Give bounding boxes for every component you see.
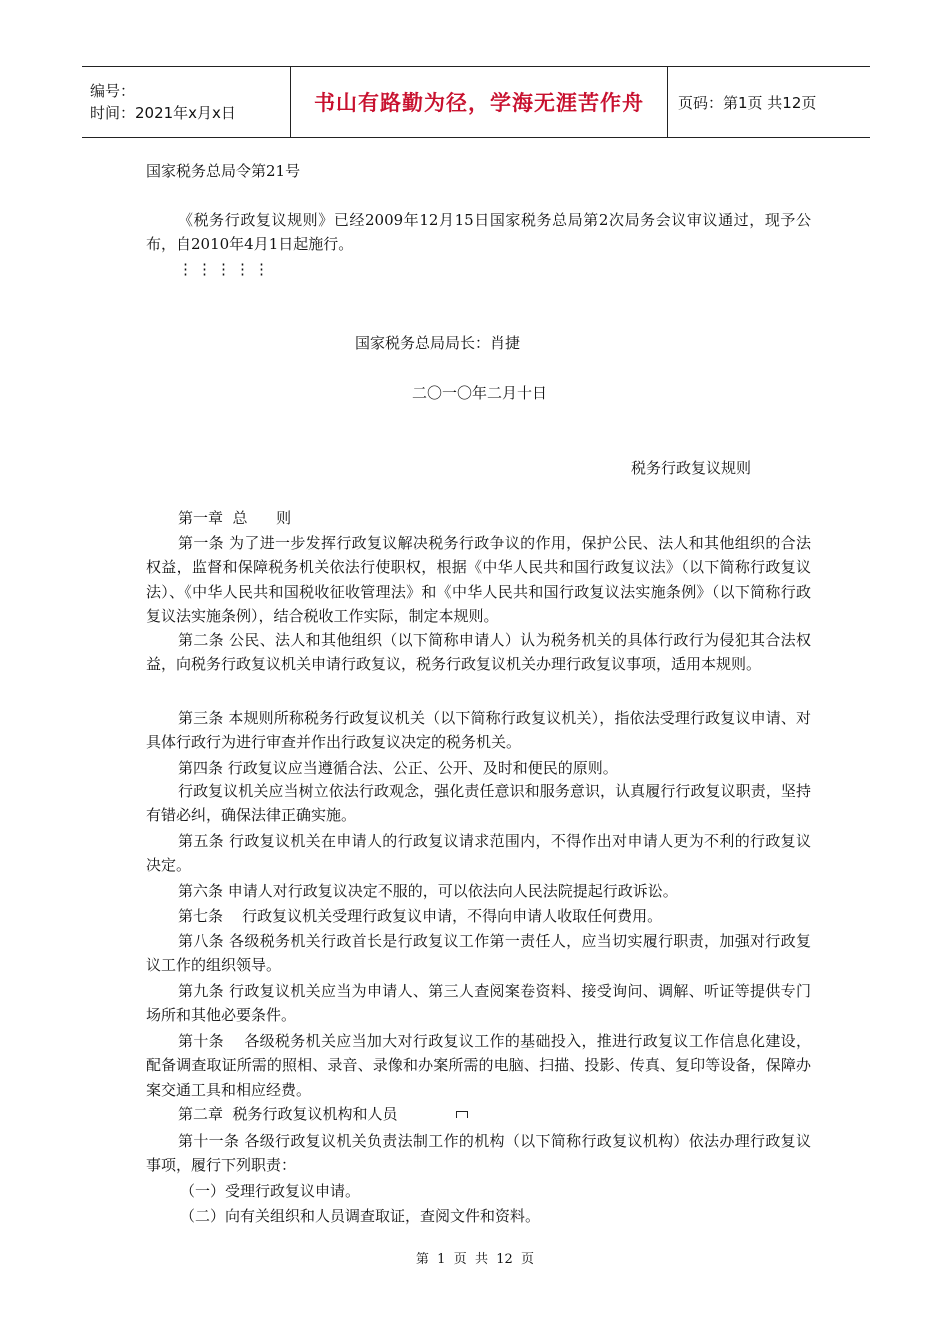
header-info: [82, 67, 290, 137]
chapter-2-heading: 第二章 税务行政复议机构和人员: [178, 1105, 398, 1123]
page-label: 页码：第1页 共12页: [678, 93, 817, 112]
article-3: 第三条 本规则所称税务行政复议机关（以下简称行政复议机关），指依法受理行政复议申请、对具体行政行为进行审查并作出行政复议决定的税务机关。: [146, 709, 811, 752]
chapter-1-heading: 第一章 总 则: [178, 509, 292, 527]
signatory: 国家税务总局局长：肖捷: [355, 334, 521, 352]
article-7: 第七条 行政复议机关受理行政复议申请，不得向申请人收取任何费用。: [178, 907, 663, 925]
motto: 书山有路勤为径，学海无涯苦作舟: [314, 91, 644, 115]
article-4-para-2: 行政复议机关应当树立依法行政观念，强化责任意识和服务意识，认真履行行政复议职责，坚持有错必纠，确保法律正确实施。: [146, 782, 811, 825]
duty-item-2: （二）向有关组织和人员调查取证，查阅文件和资料。: [180, 1207, 541, 1225]
rules-title: 税务行政复议规则: [631, 459, 752, 477]
page-footer: 第 1 页 共 12 页: [415, 1252, 535, 1267]
intro-paragraph: 《税务行政复议规则》已经2009年12月15日国家税务总局第2次局务会议审议通过，现予公布，自2010年4月1日起施行。: [146, 211, 811, 254]
decree-number: 国家税务总局令第21号: [146, 162, 301, 180]
bracket-mark: [456, 1111, 468, 1118]
header-motto-cell: [290, 67, 668, 137]
ellipsis-dots: ⋮⋮⋮⋮⋮: [178, 260, 273, 278]
article-8: 第八条 各级税务机关行政首长是行政复议工作第一责任人，应当切实履行职责，加强对行政复议工作的组织领导。: [146, 932, 811, 975]
header-page-cell: [668, 67, 816, 137]
article-4: 第四条 行政复议应当遵循合法、公正、公开、及时和便民的原则。: [178, 759, 618, 777]
article-2: 第二条 公民、法人和其他组织（以下简称申请人）认为税务机关的具体行政行为侵犯其合法权益，向税务行政复议机关申请行政复议，税务行政复议机关办理行政复议事项，适用本规则。: [146, 631, 811, 674]
document-header: [82, 66, 870, 138]
article-10: 第十条 各级税务机关应当加大对行政复议工作的基础投入，推进行政复议工作信息化建设，配备调查取证所需的照相、录音、录像和办案所需的电脑、扫描、投影、传真、复印等设备，保障办案交通工具和相应经费。: [146, 1032, 811, 1099]
article-11: 第十一条 各级行政复议机关负责法制工作的机构（以下简称行政复议机构）依法办理行政复议事项，履行下列职责：: [146, 1132, 811, 1175]
article-9: 第九条 行政复议机关应当为申请人、第三人查阅案卷资料、接受询问、调解、听证等提供专门场所和其他必要条件。: [146, 982, 811, 1025]
number-label: 编号：: [90, 82, 136, 100]
time-label: 时间：2021年x月x日: [90, 104, 236, 122]
duty-item-1: （一）受理行政复议申请。: [180, 1182, 361, 1200]
article-1: 第一条 为了进一步发挥行政复议解决税务行政争议的作用，保护公民、法人和其他组织的合法权益，监督和保障税务机关依法行使职权，根据《中华人民共和国行政复议法》（以下简称行政复议法）、《中华人民共和国税收征收管理法》和《中华人民共和国行政复议法实施条例》（以下简称行政复议法实施条例），结合税收工作实际，制定本规则。: [146, 534, 811, 626]
decree-date: 二〇一〇年二月十日: [412, 384, 548, 402]
article-6: 第六条 申请人对行政复议决定不服的，可以依法向人民法院提起行政诉讼。: [178, 882, 678, 900]
article-5: 第五条 行政复议机关在申请人的行政复议请求范围内，不得作出对申请人更为不利的行政复议决定。: [146, 832, 811, 875]
